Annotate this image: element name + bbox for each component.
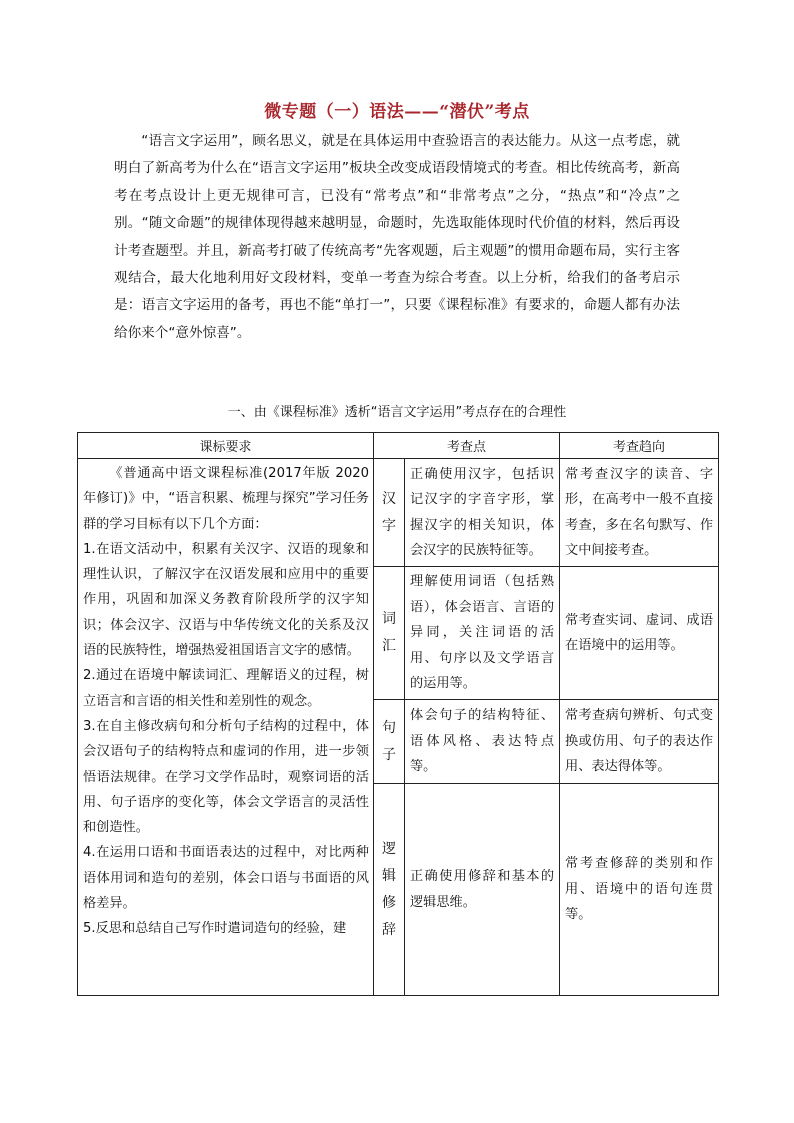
exam-point-cell: 正确使用修辞和基本的逻辑思维。	[405, 784, 560, 996]
section-title: 一、由《课程标准》透析“语言文字运用”考点存在的合理性	[227, 405, 567, 420]
exam-point-cell: 正确使用汉字，包括识记汉字的字音字形，掌握汉字的相关知识，体会汉字的民族特征等。	[405, 459, 560, 567]
intro-text: “语言文字运用”，顾名思义，就是在具体运用中查验语言的表达能力。从这一点考虑，就明白了新高考为什么在“语言文字运用”板块全改变成语段情境式的考查。相比传统高考，新高考在考点设计上更无规律可言，已没有“常考点”和“非常考点”之分，“热点”和“冷点”之别。“随文命题”的规律体现得越来越明显，命题时，先选取能体现时代价值的材料，然后再设计考查题型。并且，新高考打破了传统高考“先客观题，后主观题”的惯用命题布局，实行主客观结合，最大化地利用好文段材料，变单一考查为综合考查。以上分析，给我们的备考启示是：语言文字运用的备考，再也不能“单打一”，只要《课程标准》有要求的，命题人都有办法给你来个“意外惊喜”。	[114, 133, 680, 341]
table-header-row	[78, 433, 719, 459]
exam-trend-cell: 常考查汉字的读音、字形，在高考中一般不直接考查，多在名句默写、作文中间接考查。	[560, 459, 719, 567]
page-title: 微专题（一）语法——“潜伏”考点	[264, 102, 530, 122]
exam-trend-cell: 常考查病句辨析、句式变换或仿用、句子的表达作用、表达得体等。	[560, 700, 719, 784]
requirements-intro: 《普通高中语文课程标准(2017年版 2020年修订)》中，“语言积累、梳理与探究”学习任务群的学习目标有以下几个方面：	[83, 466, 369, 532]
category-cell: 汉 字	[374, 459, 405, 567]
exam-trend-cell: 常考查修辞的类别和作用、语境中的语句连贯等。	[560, 784, 719, 996]
requirement-item: 5.反思和总结自己写作时遣词造句的经验，建	[83, 921, 347, 937]
exam-point-cell: 理解使用词语（包括熟语），体会语言、言语的异同，关注词语的活用、句序以及文学语言的运用等。	[405, 567, 560, 700]
requirement-item: 2.通过在语境中解读词汇、理解语义的过程，树立语言和言语的相关性和差别性的观念。	[83, 668, 369, 709]
table-row	[78, 459, 719, 567]
header-exam-point: 考查点	[374, 433, 560, 459]
category-cell: 逻 辑 修 辞	[374, 784, 405, 996]
requirement-item: 3.在自主修改病句和分析句子结构的过程中，体会汉语句子的结构特点和虚词的作用，进一步领悟语法规律。在学习文学作品时，观察词语的活用、句子语序的变化等，体会文学语言的灵活性和创造性。	[83, 718, 369, 836]
requirement-item: 1.在语文活动中，积累有关汉字、汉语的现象和理性认识，了解汉字在汉语发展和应用中的重要作用，巩固和加深义务教育阶段所学的汉字知识；体会汉字、汉语与中华传统文化的关系及汉语的民族特性，增强热爱祖国语言文字的感情。	[83, 541, 369, 659]
category-cell: 词 汇	[374, 567, 405, 700]
header-exam-trend: 考查趋向	[560, 433, 719, 459]
standards-table	[77, 432, 719, 996]
header-requirements: 课标要求	[78, 433, 374, 459]
requirement-item: 4.在运用口语和书面语表达的过程中，对比两种语体用词和造句的差别，体会口语与书面语的风格差异。	[83, 845, 369, 912]
intro-paragraph	[114, 128, 680, 347]
category-cell: 句 子	[374, 700, 405, 784]
requirements-cell	[78, 459, 374, 996]
exam-trend-cell: 常考查实词、虚词、成语在语境中的运用等。	[560, 567, 719, 700]
exam-point-cell: 体会句子的结构特征、语体风格、表达特点等。	[405, 700, 560, 784]
